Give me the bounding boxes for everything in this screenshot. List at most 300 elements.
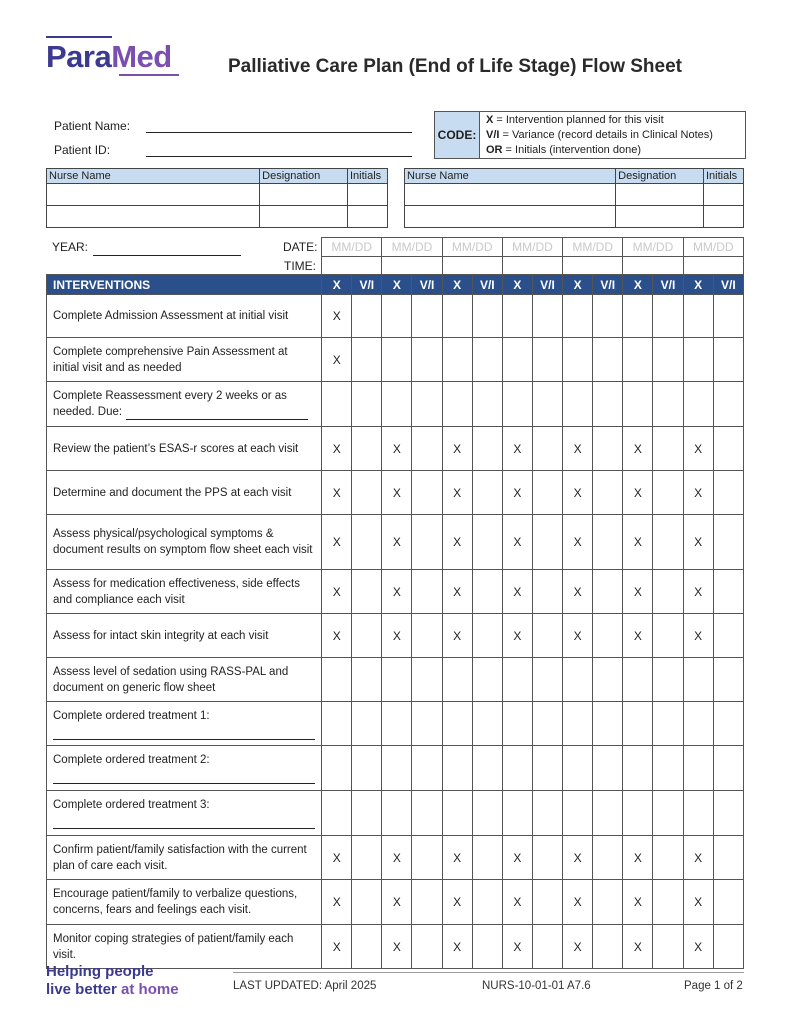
intervention-row bbox=[47, 471, 744, 515]
visit-date-cell[interactable]: MM/DD bbox=[563, 238, 623, 257]
x-mark-cell[interactable]: X bbox=[442, 471, 472, 515]
initials-cell[interactable] bbox=[348, 206, 388, 228]
nurse-name-cell[interactable] bbox=[47, 184, 260, 206]
x-mark-cell[interactable]: X bbox=[563, 570, 593, 614]
variance-cell[interactable] bbox=[472, 382, 502, 427]
x-mark-cell[interactable] bbox=[382, 791, 412, 836]
x-mark-cell[interactable] bbox=[382, 658, 412, 702]
x-mark-cell[interactable]: X bbox=[683, 515, 713, 570]
x-mark-cell[interactable] bbox=[382, 382, 412, 427]
variance-cell[interactable] bbox=[472, 925, 502, 969]
variance-cell[interactable] bbox=[532, 746, 562, 791]
variance-cell[interactable] bbox=[472, 880, 502, 925]
intervention-text: Confirm patient/family satisfaction with the current plan of care each visit. bbox=[47, 836, 322, 880]
variance-cell[interactable] bbox=[472, 427, 502, 471]
page-number: Page 1 of 2 bbox=[684, 980, 743, 992]
x-mark-cell[interactable]: X bbox=[442, 836, 472, 880]
x-mark-cell[interactable] bbox=[563, 702, 593, 746]
x-mark-cell[interactable]: X bbox=[322, 295, 352, 338]
variance-cell[interactable] bbox=[653, 658, 683, 702]
x-mark-cell[interactable] bbox=[442, 295, 472, 338]
x-mark-cell[interactable]: X bbox=[322, 338, 352, 382]
variance-cell[interactable] bbox=[593, 471, 623, 515]
variance-cell[interactable] bbox=[653, 791, 683, 836]
x-mark-cell[interactable]: X bbox=[563, 836, 593, 880]
intervention-row bbox=[47, 836, 744, 880]
x-mark-cell[interactable]: X bbox=[442, 515, 472, 570]
x-mark-cell[interactable]: X bbox=[623, 880, 653, 925]
treatment-field[interactable] bbox=[53, 726, 315, 740]
intervention-row bbox=[47, 427, 744, 471]
patient-name-field[interactable] bbox=[146, 132, 412, 133]
variance-cell[interactable] bbox=[653, 570, 683, 614]
logo-text-med: Med bbox=[111, 39, 172, 74]
variance-cell[interactable] bbox=[593, 295, 623, 338]
variance-cell[interactable] bbox=[412, 791, 442, 836]
visit-time-cell[interactable] bbox=[442, 257, 502, 275]
intervention-row bbox=[47, 570, 744, 614]
x-mark-cell[interactable]: X bbox=[382, 427, 412, 471]
variance-cell[interactable] bbox=[352, 702, 382, 746]
x-mark-cell[interactable] bbox=[382, 746, 412, 791]
variance-cell[interactable] bbox=[653, 614, 683, 658]
x-mark-cell[interactable]: X bbox=[683, 427, 713, 471]
initials-cell[interactable] bbox=[704, 206, 744, 228]
x-mark-cell[interactable]: X bbox=[442, 925, 472, 969]
footer-tagline bbox=[46, 963, 179, 999]
intervention-text: Complete ordered treatment 1: bbox=[47, 702, 322, 746]
logo-rule-bottom bbox=[119, 74, 179, 76]
variance-cell[interactable] bbox=[653, 295, 683, 338]
variance-cell[interactable] bbox=[352, 791, 382, 836]
variance-cell[interactable] bbox=[412, 614, 442, 658]
variance-cell[interactable] bbox=[412, 515, 442, 570]
designation-cell[interactable] bbox=[616, 184, 704, 206]
x-mark-cell[interactable] bbox=[563, 791, 593, 836]
initials-cell[interactable] bbox=[704, 184, 744, 206]
intervention-row bbox=[47, 515, 744, 570]
variance-cell[interactable] bbox=[352, 295, 382, 338]
x-mark-cell[interactable] bbox=[502, 702, 532, 746]
x-mark-cell[interactable]: X bbox=[502, 427, 532, 471]
variance-cell[interactable] bbox=[532, 658, 562, 702]
variance-cell[interactable] bbox=[472, 515, 502, 570]
variance-cell[interactable] bbox=[713, 471, 743, 515]
x-mark-cell[interactable]: X bbox=[563, 880, 593, 925]
variance-cell[interactable] bbox=[412, 570, 442, 614]
x-mark-cell[interactable]: X bbox=[502, 836, 532, 880]
code-line-vi: V/I = Variance (record details in Clinical Notes) bbox=[486, 129, 713, 141]
x-mark-cell[interactable]: X bbox=[502, 614, 532, 658]
x-mark-cell[interactable] bbox=[382, 338, 412, 382]
variance-cell[interactable] bbox=[653, 925, 683, 969]
variance-cell[interactable] bbox=[472, 702, 502, 746]
intervention-row bbox=[47, 880, 744, 925]
intervention-row bbox=[47, 338, 744, 382]
x-mark-cell[interactable]: X bbox=[563, 614, 593, 658]
variance-cell[interactable] bbox=[713, 570, 743, 614]
initials-cell[interactable] bbox=[348, 184, 388, 206]
x-mark-cell[interactable] bbox=[683, 791, 713, 836]
x-mark-cell[interactable] bbox=[623, 791, 653, 836]
visit-date-cell[interactable]: MM/DD bbox=[502, 238, 562, 257]
tagline-line1: Helping people bbox=[46, 963, 154, 980]
interventions-table bbox=[46, 237, 744, 969]
variance-cell[interactable] bbox=[412, 658, 442, 702]
variance-cell[interactable] bbox=[653, 338, 683, 382]
x-mark-cell[interactable] bbox=[683, 702, 713, 746]
vi-column-header: V/I bbox=[472, 275, 502, 295]
x-mark-cell[interactable]: X bbox=[322, 880, 352, 925]
variance-cell[interactable] bbox=[412, 338, 442, 382]
x-mark-cell[interactable]: X bbox=[322, 570, 352, 614]
x-mark-cell[interactable] bbox=[623, 295, 653, 338]
code-line-x: X = Intervention planned for this visit bbox=[486, 114, 664, 126]
initials-header: Initials bbox=[348, 169, 388, 184]
visit-time-cell[interactable] bbox=[322, 257, 382, 275]
x-mark-cell[interactable] bbox=[623, 746, 653, 791]
x-mark-cell[interactable]: X bbox=[563, 515, 593, 570]
x-mark-cell[interactable] bbox=[322, 658, 352, 702]
variance-cell[interactable] bbox=[532, 515, 562, 570]
variance-cell[interactable] bbox=[352, 471, 382, 515]
x-mark-cell[interactable] bbox=[502, 658, 532, 702]
x-mark-cell[interactable]: X bbox=[322, 614, 352, 658]
x-mark-cell[interactable]: X bbox=[563, 925, 593, 969]
x-mark-cell[interactable] bbox=[683, 746, 713, 791]
variance-cell[interactable] bbox=[593, 382, 623, 427]
x-mark-cell[interactable] bbox=[683, 658, 713, 702]
x-mark-cell[interactable] bbox=[442, 746, 472, 791]
variance-cell[interactable] bbox=[472, 614, 502, 658]
variance-cell[interactable] bbox=[653, 382, 683, 427]
x-mark-cell[interactable]: X bbox=[502, 880, 532, 925]
vi-column-header: V/I bbox=[713, 275, 743, 295]
treatment-field[interactable] bbox=[53, 770, 315, 784]
variance-cell[interactable] bbox=[593, 880, 623, 925]
x-mark-cell[interactable] bbox=[502, 791, 532, 836]
x-mark-cell[interactable]: X bbox=[683, 836, 713, 880]
variance-cell[interactable] bbox=[352, 515, 382, 570]
visit-date-cell[interactable]: MM/DD bbox=[442, 238, 502, 257]
vi-column-header: V/I bbox=[352, 275, 382, 295]
x-mark-cell[interactable]: X bbox=[382, 614, 412, 658]
vi-column-header: V/I bbox=[412, 275, 442, 295]
x-mark-cell[interactable]: X bbox=[322, 471, 352, 515]
x-mark-cell[interactable]: X bbox=[623, 471, 653, 515]
patient-id-field[interactable] bbox=[146, 156, 412, 157]
variance-cell[interactable] bbox=[472, 471, 502, 515]
variance-cell[interactable] bbox=[352, 338, 382, 382]
x-mark-cell[interactable] bbox=[563, 382, 593, 427]
due-date-field[interactable] bbox=[126, 407, 308, 420]
variance-cell[interactable] bbox=[412, 427, 442, 471]
x-mark-cell[interactable] bbox=[442, 791, 472, 836]
variance-cell[interactable] bbox=[593, 338, 623, 382]
variance-cell[interactable] bbox=[593, 427, 623, 471]
nurse-name-cell[interactable] bbox=[405, 184, 616, 206]
x-mark-cell[interactable] bbox=[502, 746, 532, 791]
variance-cell[interactable] bbox=[713, 836, 743, 880]
variance-cell[interactable] bbox=[593, 658, 623, 702]
x-mark-cell[interactable]: X bbox=[623, 614, 653, 658]
x-mark-cell[interactable] bbox=[442, 658, 472, 702]
variance-cell[interactable] bbox=[593, 570, 623, 614]
variance-cell[interactable] bbox=[532, 614, 562, 658]
year-label: YEAR: bbox=[52, 240, 89, 254]
variance-cell[interactable] bbox=[593, 791, 623, 836]
x-mark-cell[interactable]: X bbox=[623, 570, 653, 614]
x-mark-cell[interactable]: X bbox=[683, 570, 713, 614]
variance-cell[interactable] bbox=[593, 836, 623, 880]
variance-cell[interactable] bbox=[532, 836, 562, 880]
visit-time-cell[interactable] bbox=[683, 257, 743, 275]
patient-id-label: Patient ID: bbox=[54, 143, 111, 157]
x-mark-cell[interactable]: X bbox=[683, 614, 713, 658]
x-mark-cell[interactable] bbox=[623, 658, 653, 702]
x-column-header: X bbox=[683, 275, 713, 295]
x-column-header: X bbox=[442, 275, 472, 295]
intervention-text: Encourage patient/family to verbalize questions, concerns, fears and feelings each visit. bbox=[47, 880, 322, 925]
variance-cell[interactable] bbox=[593, 746, 623, 791]
variance-cell[interactable] bbox=[472, 658, 502, 702]
variance-cell[interactable] bbox=[532, 791, 562, 836]
x-mark-cell[interactable] bbox=[382, 702, 412, 746]
x-mark-cell[interactable]: X bbox=[322, 515, 352, 570]
x-mark-cell[interactable]: X bbox=[442, 427, 472, 471]
x-mark-cell[interactable] bbox=[683, 338, 713, 382]
x-mark-cell[interactable]: X bbox=[623, 427, 653, 471]
designation-cell[interactable] bbox=[260, 184, 348, 206]
variance-cell[interactable] bbox=[713, 880, 743, 925]
x-mark-cell[interactable]: X bbox=[382, 515, 412, 570]
x-mark-cell[interactable] bbox=[563, 295, 593, 338]
x-mark-cell[interactable]: X bbox=[623, 836, 653, 880]
date-label: DATE: bbox=[283, 240, 318, 254]
variance-cell[interactable] bbox=[713, 791, 743, 836]
visit-date-cell[interactable]: MM/DD bbox=[322, 238, 382, 257]
code-legend-text bbox=[480, 112, 719, 158]
variance-cell[interactable] bbox=[653, 880, 683, 925]
x-mark-cell[interactable] bbox=[442, 338, 472, 382]
variance-cell[interactable] bbox=[653, 515, 683, 570]
x-mark-cell[interactable]: X bbox=[322, 836, 352, 880]
x-mark-cell[interactable]: X bbox=[683, 880, 713, 925]
variance-cell[interactable] bbox=[713, 614, 743, 658]
variance-cell[interactable] bbox=[352, 570, 382, 614]
variance-cell[interactable] bbox=[352, 880, 382, 925]
x-mark-cell[interactable]: X bbox=[442, 570, 472, 614]
x-column-header: X bbox=[322, 275, 352, 295]
x-mark-cell[interactable]: X bbox=[563, 471, 593, 515]
intervention-text: Complete Reassessment every 2 weeks or as needed. Due: bbox=[47, 382, 322, 427]
x-mark-cell[interactable] bbox=[623, 382, 653, 427]
x-mark-cell[interactable]: X bbox=[502, 471, 532, 515]
intervention-text: Complete ordered treatment 2: bbox=[47, 746, 322, 791]
variance-cell[interactable] bbox=[713, 515, 743, 570]
variance-cell[interactable] bbox=[532, 427, 562, 471]
x-mark-cell[interactable]: X bbox=[563, 427, 593, 471]
x-mark-cell[interactable]: X bbox=[683, 471, 713, 515]
variance-cell[interactable] bbox=[472, 338, 502, 382]
x-mark-cell[interactable]: X bbox=[502, 925, 532, 969]
x-mark-cell[interactable] bbox=[442, 382, 472, 427]
variance-cell[interactable] bbox=[532, 570, 562, 614]
x-mark-cell[interactable] bbox=[683, 295, 713, 338]
x-mark-cell[interactable] bbox=[322, 746, 352, 791]
variance-cell[interactable] bbox=[352, 614, 382, 658]
designation-header: Designation bbox=[260, 169, 348, 184]
nurse-name-header: Nurse Name bbox=[47, 169, 260, 184]
variance-cell[interactable] bbox=[412, 702, 442, 746]
x-mark-cell[interactable] bbox=[442, 702, 472, 746]
variance-cell[interactable] bbox=[472, 791, 502, 836]
variance-cell[interactable] bbox=[593, 702, 623, 746]
variance-cell[interactable] bbox=[532, 925, 562, 969]
x-mark-cell[interactable]: X bbox=[623, 515, 653, 570]
document-id: NURS-10-01-01 A7.6 bbox=[482, 980, 591, 992]
x-mark-cell[interactable] bbox=[563, 658, 593, 702]
x-mark-cell[interactable]: X bbox=[382, 925, 412, 969]
variance-cell[interactable] bbox=[412, 746, 442, 791]
variance-cell[interactable] bbox=[653, 836, 683, 880]
x-mark-cell[interactable] bbox=[322, 382, 352, 427]
visit-time-cell[interactable] bbox=[623, 257, 683, 275]
variance-cell[interactable] bbox=[352, 382, 382, 427]
intervention-row bbox=[47, 295, 744, 338]
variance-cell[interactable] bbox=[532, 880, 562, 925]
x-mark-cell[interactable] bbox=[322, 791, 352, 836]
visit-date-cell[interactable]: MM/DD bbox=[623, 238, 683, 257]
variance-cell[interactable] bbox=[532, 382, 562, 427]
visit-date-cell[interactable]: MM/DD bbox=[683, 238, 743, 257]
variance-cell[interactable] bbox=[412, 382, 442, 427]
variance-cell[interactable] bbox=[653, 471, 683, 515]
variance-cell[interactable] bbox=[472, 746, 502, 791]
variance-cell[interactable] bbox=[412, 836, 442, 880]
vi-column-header: V/I bbox=[653, 275, 683, 295]
x-mark-cell[interactable] bbox=[563, 338, 593, 382]
designation-header: Designation bbox=[616, 169, 704, 184]
variance-cell[interactable] bbox=[593, 925, 623, 969]
x-mark-cell[interactable] bbox=[502, 338, 532, 382]
intervention-row bbox=[47, 791, 744, 836]
x-mark-cell[interactable] bbox=[623, 338, 653, 382]
time-label: TIME: bbox=[284, 259, 316, 273]
x-mark-cell[interactable]: X bbox=[502, 570, 532, 614]
variance-cell[interactable] bbox=[713, 338, 743, 382]
nurse-name-cell[interactable] bbox=[405, 206, 616, 228]
variance-cell[interactable] bbox=[412, 295, 442, 338]
treatment-field[interactable] bbox=[53, 815, 315, 829]
variance-cell[interactable] bbox=[713, 702, 743, 746]
intervention-row bbox=[47, 382, 744, 427]
x-mark-cell[interactable]: X bbox=[623, 925, 653, 969]
intervention-text: Assess level of sedation using RASS-PAL and document on generic flow sheet bbox=[47, 658, 322, 702]
x-mark-cell[interactable]: X bbox=[442, 614, 472, 658]
intervention-text: Assess physical/psychological symptoms & document results on symptom flow sheet each visit bbox=[47, 515, 322, 570]
variance-cell[interactable] bbox=[352, 925, 382, 969]
x-mark-cell[interactable]: X bbox=[382, 836, 412, 880]
x-mark-cell[interactable] bbox=[502, 295, 532, 338]
intervention-row bbox=[47, 746, 744, 791]
vi-column-header: V/I bbox=[532, 275, 562, 295]
designation-cell[interactable] bbox=[260, 206, 348, 228]
variance-cell[interactable] bbox=[352, 836, 382, 880]
x-mark-cell[interactable]: X bbox=[322, 925, 352, 969]
x-mark-cell[interactable] bbox=[683, 382, 713, 427]
variance-cell[interactable] bbox=[653, 746, 683, 791]
variance-cell[interactable] bbox=[532, 471, 562, 515]
visit-date-cell[interactable]: MM/DD bbox=[382, 238, 442, 257]
variance-cell[interactable] bbox=[713, 746, 743, 791]
intervention-text: Complete comprehensive Pain Assessment at initial visit and as needed bbox=[47, 338, 322, 382]
variance-cell[interactable] bbox=[352, 658, 382, 702]
x-column-header: X bbox=[502, 275, 532, 295]
variance-cell[interactable] bbox=[713, 925, 743, 969]
x-mark-cell[interactable]: X bbox=[382, 880, 412, 925]
variance-cell[interactable] bbox=[593, 614, 623, 658]
variance-cell[interactable] bbox=[472, 836, 502, 880]
variance-cell[interactable] bbox=[713, 295, 743, 338]
variance-cell[interactable] bbox=[412, 880, 442, 925]
code-legend bbox=[434, 111, 746, 159]
variance-cell[interactable] bbox=[593, 515, 623, 570]
variance-cell[interactable] bbox=[713, 382, 743, 427]
variance-cell[interactable] bbox=[352, 427, 382, 471]
nurse-name-cell[interactable] bbox=[47, 206, 260, 228]
visit-time-cell[interactable] bbox=[502, 257, 562, 275]
visit-time-cell[interactable] bbox=[382, 257, 442, 275]
x-mark-cell[interactable] bbox=[322, 702, 352, 746]
tagline-line2: live better at home bbox=[46, 981, 179, 998]
variance-cell[interactable] bbox=[412, 471, 442, 515]
x-mark-cell[interactable] bbox=[382, 295, 412, 338]
variance-cell[interactable] bbox=[532, 338, 562, 382]
page-title: Palliative Care Plan (End of Life Stage) Flow Sheet bbox=[228, 56, 682, 77]
x-mark-cell[interactable]: X bbox=[322, 427, 352, 471]
x-column-header: X bbox=[623, 275, 653, 295]
x-mark-cell[interactable]: X bbox=[683, 925, 713, 969]
variance-cell[interactable] bbox=[532, 702, 562, 746]
designation-cell[interactable] bbox=[616, 206, 704, 228]
variance-cell[interactable] bbox=[653, 427, 683, 471]
code-line-or: OR = Initials (intervention done) bbox=[486, 144, 641, 156]
x-mark-cell[interactable] bbox=[502, 382, 532, 427]
variance-cell[interactable] bbox=[653, 702, 683, 746]
x-mark-cell[interactable]: X bbox=[502, 515, 532, 570]
variance-cell[interactable] bbox=[713, 658, 743, 702]
x-mark-cell[interactable]: X bbox=[382, 471, 412, 515]
variance-cell[interactable] bbox=[472, 295, 502, 338]
visit-time-cell[interactable] bbox=[563, 257, 623, 275]
x-mark-cell[interactable] bbox=[563, 746, 593, 791]
x-column-header: X bbox=[382, 275, 412, 295]
variance-cell[interactable] bbox=[713, 427, 743, 471]
interventions-header: INTERVENTIONS bbox=[47, 275, 322, 295]
year-date-header bbox=[47, 238, 322, 275]
variance-cell[interactable] bbox=[412, 925, 442, 969]
variance-cell[interactable] bbox=[532, 295, 562, 338]
x-mark-cell[interactable]: X bbox=[442, 880, 472, 925]
x-mark-cell[interactable]: X bbox=[382, 570, 412, 614]
intervention-row bbox=[47, 702, 744, 746]
last-updated: LAST UPDATED: April 2025 bbox=[233, 980, 377, 992]
x-mark-cell[interactable] bbox=[623, 702, 653, 746]
vi-column-header: V/I bbox=[593, 275, 623, 295]
variance-cell[interactable] bbox=[472, 570, 502, 614]
variance-cell[interactable] bbox=[352, 746, 382, 791]
